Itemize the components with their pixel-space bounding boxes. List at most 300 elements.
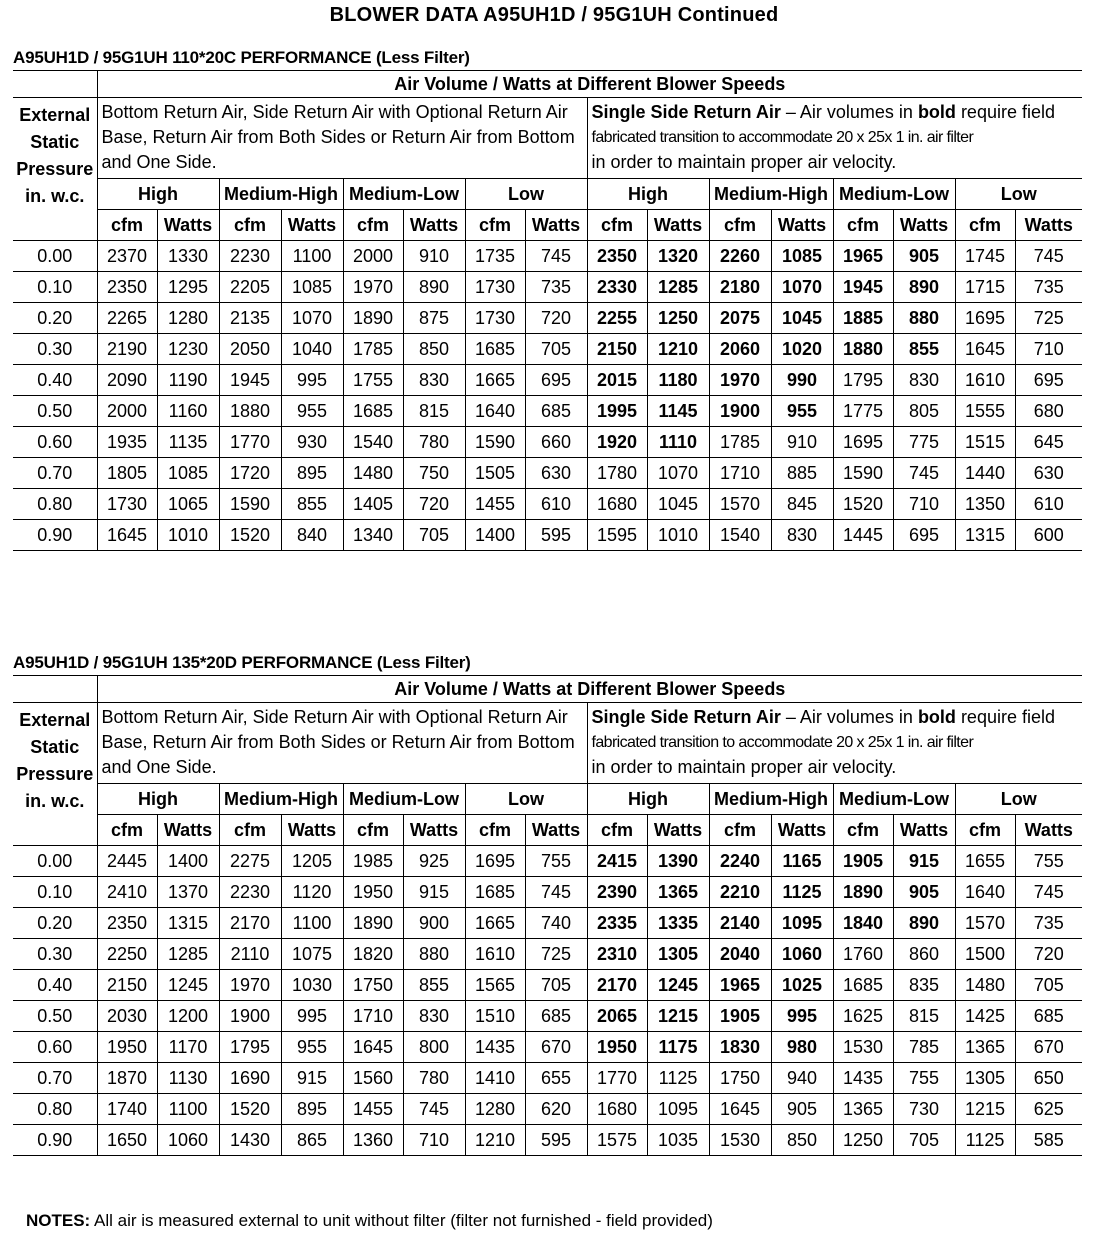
watts-cell: 780 [403,427,465,458]
watts-cell: 1045 [647,489,709,520]
watts-header: Watts [525,815,587,846]
watts-header: Watts [647,210,709,241]
cfm-header: cfm [709,210,771,241]
cfm-cell: 1720 [219,458,281,489]
watts-cell: 855 [281,489,343,520]
watts-cell: 905 [893,241,955,272]
cfm-cell: 1890 [343,303,403,334]
watts-cell: 1060 [157,1125,219,1156]
cfm-header: cfm [587,210,647,241]
pressure-cell: 0.50 [13,396,97,427]
performance-section-135-20d [13,652,1078,1156]
cfm-cell: 1125 [955,1125,1015,1156]
table-title: A95UH1D / 95G1UH 110*20C PERFORMANCE (Less Filter) [13,48,470,67]
cfm-header: cfm [97,815,157,846]
speed-header: Medium-Low [343,784,465,815]
pressure-cell: 0.10 [13,272,97,303]
cfm-cell: 1590 [219,489,281,520]
desc-fragment: Single Side Return Air [591,102,781,122]
cfm-cell: 1215 [955,1094,1015,1125]
cfm-cell: 1730 [465,272,525,303]
header-line: in. w.c. [25,186,85,206]
cfm-cell: 2310 [587,939,647,970]
watts-cell: 695 [1015,365,1082,396]
watts-cell: 1400 [157,846,219,877]
cfm-cell: 1435 [833,1063,893,1094]
watts-cell: 710 [1015,334,1082,365]
watts-cell: 1205 [281,846,343,877]
watts-cell: 625 [1015,1094,1082,1125]
watts-cell: 645 [1015,427,1082,458]
pressure-cell: 0.40 [13,365,97,396]
watts-cell: 885 [771,458,833,489]
cfm-cell: 2205 [219,272,281,303]
table-row [13,1125,1082,1156]
cfm-cell: 2075 [709,303,771,334]
watts-header: Watts [771,815,833,846]
watts-cell: 710 [893,489,955,520]
watts-header: Watts [157,815,219,846]
cfm-cell: 2040 [709,939,771,970]
table-row [13,334,1082,365]
cfm-cell: 1685 [343,396,403,427]
pressure-cell: 0.10 [13,877,97,908]
table-row [13,427,1082,458]
cfm-cell: 1560 [343,1063,403,1094]
table-row [13,1001,1082,1032]
desc-fragment: require field [955,707,1055,727]
desc-fragment: bold [917,102,956,122]
watts-cell: 745 [1015,877,1082,908]
cfm-cell: 1590 [465,427,525,458]
watts-cell: 895 [281,1094,343,1125]
speed-header: High [97,784,219,815]
cfm-cell: 1755 [343,365,403,396]
table-title: A95UH1D / 95G1UH 135*20D PERFORMANCE (Less Filter) [13,653,471,672]
watts-cell: 940 [771,1063,833,1094]
pressure-cell: 0.90 [13,520,97,551]
cfm-cell: 2180 [709,272,771,303]
watts-cell: 745 [403,1094,465,1125]
watts-cell: 610 [525,489,587,520]
watts-cell: 830 [771,520,833,551]
table-row [13,520,1082,551]
watts-cell: 695 [525,365,587,396]
cfm-cell: 1565 [465,970,525,1001]
cfm-cell: 2370 [97,241,157,272]
watts-cell: 1125 [771,877,833,908]
cfm-cell: 1745 [955,241,1015,272]
cfm-cell: 1645 [343,1032,403,1063]
cfm-cell: 1365 [955,1032,1015,1063]
cfm-cell: 1515 [955,427,1015,458]
speed-header: Medium-Low [833,179,955,210]
watts-cell: 705 [893,1125,955,1156]
pressure-cell: 0.40 [13,970,97,1001]
cfm-cell: 1305 [955,1063,1015,1094]
cfm-cell: 1945 [833,272,893,303]
cfm-header: cfm [343,210,403,241]
cfm-cell: 1695 [955,303,1015,334]
cfm-cell: 2090 [97,365,157,396]
watts-cell: 995 [281,365,343,396]
watts-header: Watts [647,815,709,846]
watts-cell: 895 [281,458,343,489]
watts-header: Watts [1015,210,1082,241]
cfm-cell: 1985 [343,846,403,877]
watts-cell: 1390 [647,846,709,877]
speed-header: Medium-Low [833,784,955,815]
cfm-cell: 1340 [343,520,403,551]
watts-cell: 835 [893,970,955,1001]
desc-line: in order to maintain proper air velocity. [591,757,897,777]
watts-cell: 865 [281,1125,343,1156]
watts-cell: 1285 [647,272,709,303]
cfm-cell: 1480 [955,970,1015,1001]
cfm-cell: 1950 [587,1032,647,1063]
cfm-cell: 2135 [219,303,281,334]
desc-fragment: – Air volumes in [780,102,918,122]
watts-cell: 670 [525,1032,587,1063]
cfm-cell: 1730 [97,489,157,520]
cfm-cell: 1820 [343,939,403,970]
desc-fragment: – Air volumes in [780,707,918,727]
pressure-cell: 0.60 [13,1032,97,1063]
cfm-header: cfm [833,815,893,846]
table-row [13,303,1082,334]
pressure-cell: 0.90 [13,1125,97,1156]
cfm-cell: 1665 [465,365,525,396]
cfm-cell: 1540 [343,427,403,458]
cfm-cell: 1410 [465,1063,525,1094]
cfm-cell: 2255 [587,303,647,334]
watts-cell: 800 [403,1032,465,1063]
cfm-cell: 2390 [587,877,647,908]
watts-cell: 880 [403,939,465,970]
cfm-cell: 1480 [343,458,403,489]
watts-cell: 955 [771,396,833,427]
watts-cell: 595 [525,1125,587,1156]
cfm-cell: 1695 [465,846,525,877]
watts-cell: 630 [525,458,587,489]
watts-cell: 610 [1015,489,1082,520]
cfm-cell: 1685 [465,877,525,908]
watts-cell: 1120 [281,877,343,908]
cfm-cell: 1795 [833,365,893,396]
watts-cell: 685 [525,396,587,427]
watts-cell: 720 [525,303,587,334]
header-line: Pressure [16,159,94,179]
speed-header: Medium-Low [343,179,465,210]
pressure-cell: 0.00 [13,241,97,272]
cfm-cell: 1640 [955,877,1015,908]
watts-cell: 1020 [771,334,833,365]
watts-cell: 630 [1015,458,1082,489]
cfm-cell: 2065 [587,1001,647,1032]
cfm-cell: 1710 [343,1001,403,1032]
table-row [13,970,1082,1001]
cfm-cell: 2330 [587,272,647,303]
watts-cell: 1245 [157,970,219,1001]
watts-cell: 780 [403,1063,465,1094]
pressure-cell: 0.20 [13,303,97,334]
cfm-header: cfm [955,815,1015,846]
cfm-cell: 1555 [955,396,1015,427]
watts-header: Watts [281,815,343,846]
desc-line: in order to maintain proper air velocity. [591,152,897,172]
watts-cell: 1065 [157,489,219,520]
cfm-cell: 1785 [709,427,771,458]
watts-cell: 735 [1015,272,1082,303]
watts-cell: 905 [893,877,955,908]
cfm-header: cfm [587,815,647,846]
cfm-header: cfm [343,815,403,846]
cfm-cell: 2415 [587,846,647,877]
cfm-cell: 1405 [343,489,403,520]
watts-cell: 1170 [157,1032,219,1063]
cfm-cell: 2170 [219,908,281,939]
notes-text: All air is measured external to unit without filter (filter not furnished - field provided) [94,1211,713,1230]
watts-cell: 1215 [647,1001,709,1032]
cfm-cell: 1970 [709,365,771,396]
watts-cell: 725 [525,939,587,970]
cfm-cell: 1650 [97,1125,157,1156]
cfm-cell: 1645 [97,520,157,551]
cfm-cell: 1920 [587,427,647,458]
cfm-cell: 1430 [219,1125,281,1156]
watts-cell: 1095 [771,908,833,939]
watts-cell: 1280 [157,303,219,334]
cfm-cell: 1885 [833,303,893,334]
cfm-cell: 1695 [833,427,893,458]
cfm-header: cfm [955,210,1015,241]
watts-cell: 670 [1015,1032,1082,1063]
cfm-cell: 1775 [833,396,893,427]
watts-cell: 955 [281,396,343,427]
cfm-cell: 1770 [587,1063,647,1094]
watts-cell: 1035 [647,1125,709,1156]
watts-cell: 650 [1015,1063,1082,1094]
watts-cell: 1085 [771,241,833,272]
watts-cell: 1305 [647,939,709,970]
watts-cell: 685 [1015,1001,1082,1032]
cfm-cell: 1935 [97,427,157,458]
cfm-cell: 2015 [587,365,647,396]
cfm-cell: 1280 [465,1094,525,1125]
cfm-cell: 1685 [465,334,525,365]
watts-cell: 815 [893,1001,955,1032]
cfm-cell: 2350 [97,908,157,939]
watts-cell: 1370 [157,877,219,908]
cfm-cell: 1590 [833,458,893,489]
watts-cell: 1330 [157,241,219,272]
watts-cell: 660 [525,427,587,458]
pressure-cell: 0.80 [13,489,97,520]
performance-table [13,70,1082,551]
cfm-cell: 1735 [465,241,525,272]
cfm-cell: 1210 [465,1125,525,1156]
cfm-cell: 1890 [343,908,403,939]
watts-cell: 850 [771,1125,833,1156]
cfm-header: cfm [709,815,771,846]
pressure-cell: 0.30 [13,334,97,365]
watts-cell: 915 [403,877,465,908]
cfm-cell: 1510 [465,1001,525,1032]
watts-cell: 1320 [647,241,709,272]
cfm-cell: 1350 [955,489,1015,520]
pressure-cell: 0.70 [13,1063,97,1094]
table-row [13,1063,1082,1094]
cfm-cell: 1520 [833,489,893,520]
performance-section-110-20c [13,47,1078,551]
watts-header: Watts [525,210,587,241]
pressure-cell: 0.50 [13,1001,97,1032]
watts-cell: 1100 [281,908,343,939]
cfm-cell: 1610 [955,365,1015,396]
watts-cell: 1210 [647,334,709,365]
cfm-cell: 1645 [709,1094,771,1125]
cfm-cell: 1500 [955,939,1015,970]
cfm-cell: 2000 [97,396,157,427]
watts-cell: 600 [1015,520,1082,551]
watts-cell: 890 [893,908,955,939]
cfm-cell: 1570 [955,908,1015,939]
cfm-cell: 1680 [587,489,647,520]
speed-header: Low [955,784,1082,815]
table-row [13,877,1082,908]
watts-cell: 830 [893,365,955,396]
notes [26,1211,713,1231]
table-row [13,272,1082,303]
cfm-cell: 1880 [219,396,281,427]
table-row [13,365,1082,396]
watts-cell: 705 [403,520,465,551]
desc-line [592,705,1079,730]
desc-fragment: require field [955,102,1055,122]
watts-cell: 745 [893,458,955,489]
cfm-cell: 1315 [955,520,1015,551]
watts-cell: 1160 [157,396,219,427]
watts-cell: 595 [525,520,587,551]
cfm-cell: 1770 [219,427,281,458]
cfm-cell: 1530 [833,1032,893,1063]
watts-cell: 705 [1015,970,1082,1001]
cfm-cell: 2150 [587,334,647,365]
cfm-cell: 1665 [465,908,525,939]
cfm-cell: 2190 [97,334,157,365]
watts-cell: 1110 [647,427,709,458]
watts-cell: 1200 [157,1001,219,1032]
cfm-cell: 1795 [219,1032,281,1063]
cfm-cell: 1750 [709,1063,771,1094]
watts-cell: 915 [281,1063,343,1094]
cfm-cell: 2275 [219,846,281,877]
watts-cell: 955 [281,1032,343,1063]
notes-label: NOTES: [26,1211,91,1230]
cfm-cell: 1595 [587,520,647,551]
watts-cell: 1100 [281,241,343,272]
cfm-cell: 2250 [97,939,157,970]
page-title: BLOWER DATA A95UH1D / 95G1UH Continued [329,4,779,26]
watts-cell: 915 [893,846,955,877]
desc-fragment: Single Side Return Air [591,707,781,727]
watts-cell: 655 [525,1063,587,1094]
watts-cell: 755 [1015,846,1082,877]
desc-line: fabricated transition to accommodate 20 x 25x 1 in. air filter [591,129,974,146]
watts-cell: 745 [1015,241,1082,272]
watts-cell: 880 [893,303,955,334]
header-line: Static [30,737,80,757]
cfm-cell: 1760 [833,939,893,970]
cfm-cell: 1965 [709,970,771,1001]
watts-cell: 1135 [157,427,219,458]
cfm-header: cfm [219,815,281,846]
watts-cell: 695 [893,520,955,551]
header-corner [13,676,97,703]
speed-header: Low [465,784,587,815]
cfm-cell: 1440 [955,458,1015,489]
watts-cell: 815 [403,396,465,427]
watts-cell: 725 [1015,303,1082,334]
table-row [13,939,1082,970]
cfm-cell: 2050 [219,334,281,365]
watts-cell: 1125 [647,1063,709,1094]
pressure-cell: 0.00 [13,846,97,877]
watts-cell: 1085 [281,272,343,303]
table-row [13,241,1082,272]
watts-header: Watts [1015,815,1082,846]
watts-cell: 755 [525,846,587,877]
cfm-cell: 1805 [97,458,157,489]
cfm-header: cfm [219,210,281,241]
watts-cell: 785 [893,1032,955,1063]
watts-cell: 900 [403,908,465,939]
header-line: External [19,710,91,730]
table-row [13,458,1082,489]
cfm-cell: 1610 [465,939,525,970]
header-line: in. w.c. [25,791,85,811]
speed-header: Low [465,179,587,210]
speed-header: Medium-High [219,784,343,815]
watts-cell: 1060 [771,939,833,970]
cfm-cell: 2060 [709,334,771,365]
watts-cell: 855 [403,970,465,1001]
cfm-cell: 1730 [465,303,525,334]
single-side-return-description [587,703,1082,784]
pressure-cell: 0.70 [13,458,97,489]
watts-cell: 705 [525,970,587,1001]
watts-header: Watts [893,815,955,846]
cfm-cell: 2240 [709,846,771,877]
watts-cell: 1010 [647,520,709,551]
watts-cell: 735 [525,272,587,303]
watts-cell: 1030 [281,970,343,1001]
table-row [13,1094,1082,1125]
cfm-cell: 1520 [219,1094,281,1125]
cfm-cell: 1455 [465,489,525,520]
cfm-cell: 1425 [955,1001,1015,1032]
watts-cell: 730 [893,1094,955,1125]
cfm-cell: 1655 [955,846,1015,877]
cfm-cell: 2260 [709,241,771,272]
watts-header: Watts [893,210,955,241]
desc-fragment: bold [917,707,956,727]
cfm-cell: 1435 [465,1032,525,1063]
watts-cell: 855 [893,334,955,365]
speed-header: High [587,784,709,815]
watts-cell: 740 [525,908,587,939]
cfm-cell: 1950 [97,1032,157,1063]
